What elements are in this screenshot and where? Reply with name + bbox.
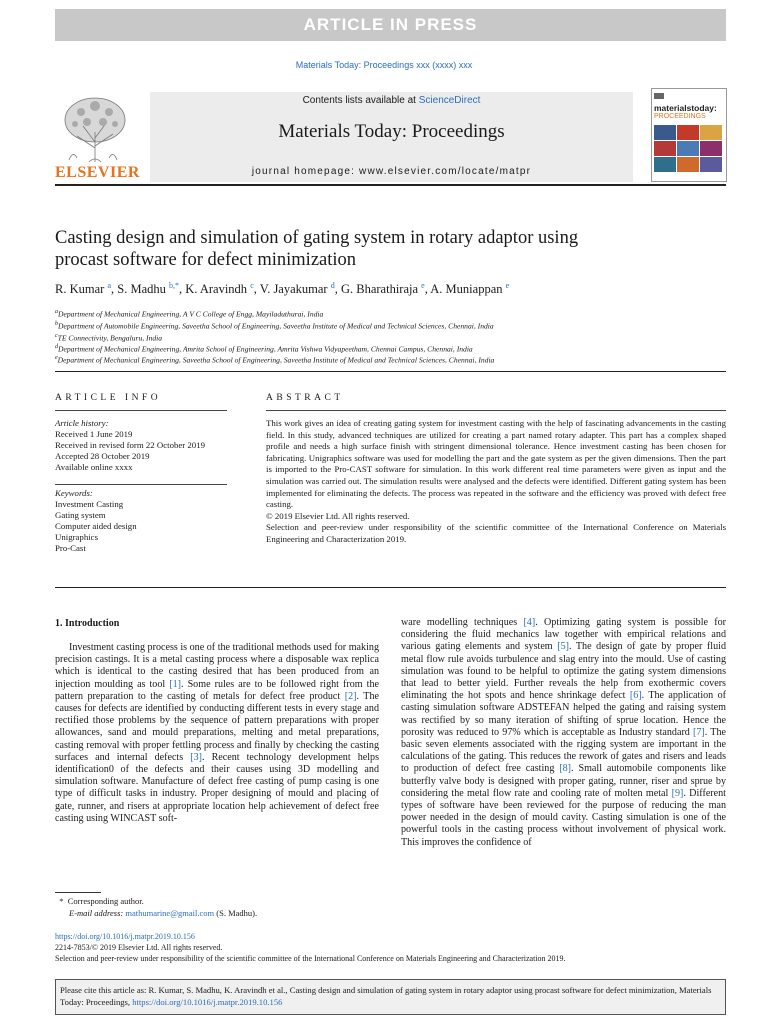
paper-title-line1: Casting design and simulation of gating system in rotary adaptor using xyxy=(55,228,579,248)
doi-link[interactable]: https://doi.org/10.1016/j.matpr.2019.10.156 xyxy=(55,932,195,941)
cover-title-line2: PROCEEDINGS xyxy=(654,113,706,120)
affiliation: $^b$Department of Automobile Engineering, Saveetha School of Engineering, Saveetha Institute of Medical and Technical Sciences, Chennai, India xyxy=(55,321,494,331)
email-link[interactable]: mathumarine@gmail.com xyxy=(125,907,215,918)
author-list: R. Kumar $^a$, S. Madhu $^{b,*}$, K. Aravindh $^c$, V. Jayakumar $^d$, G. Bharathiraja $^e$, A. Muniappan $^e$ xyxy=(55,281,510,297)
abstract-heading: ABSTRACT xyxy=(266,393,344,403)
abstract-copyright: © 2019 Elsevier Ltd. All rights reserved. xyxy=(266,510,410,521)
footnote: * Corresponding author. E-mail address: mathumarine@gmail.com (S. Madhu). xyxy=(55,896,258,918)
header-divider xyxy=(55,184,726,186)
citation-box xyxy=(55,979,726,1015)
section-divider xyxy=(55,371,726,372)
cover-title-line1: materialstoday: xyxy=(654,103,717,113)
corresponding-author-note: Corresponding author. xyxy=(67,896,144,906)
citation-doi-link[interactable]: https://doi.org/10.1016/j.matpr.2019.10.156 xyxy=(132,997,283,1007)
cover-top-icon xyxy=(654,93,664,99)
citation-link[interactable]: [7] xyxy=(693,726,705,738)
body-column-right: ware modelling techniques [4]. Optimizing gating system is possible for considering the fluid mechanics law together with empirical relations and various gating elements and system [5]. The design of gate by proper fluid metal flow rule avoids turbulence and slag entry into the mould. Use of casting simulation was found to be helpful to optimize the gating system dimensions that lead to better yield. Further reveals the help from exothermic covers eliminating the hot spots and hence shrinkage defect [6]. The application of casting simulation software ADSTEFAN helped the gating and raising system was rectified by so many iteration of shifting of sprue location. Hence the porosity was reduced to 97% which is acceptable as Industry standard [7]. The basic seven elements associated with the rigging system are important in the calculations of the gating. This reduces the rework of gates and risers and leads to production of defect free casting [8]. Small automobile components like butterfly valve body is designed with proper gating, runner, riser and sprue by considering the metal flow rate and cooling rate of molten metal [9]. Different types of software have been reviewed for the purpose of reducing the man power needed in the design of mould cavity. Casting simulation is one of the powerful tools in the casting process without involvement of physical work. This improves the confidence of xyxy=(401,617,727,848)
author[interactable]: R. Kumar $^a$ xyxy=(55,281,111,297)
abstract-divider xyxy=(266,410,726,411)
journal-reference-link[interactable]: Materials Today: Proceedings xxx (xxxx) xxx xyxy=(295,60,473,70)
citation-text: Please cite this article as: R. Kumar, S. Madhu, K. Aravindh et al., Casting design and simulation of gating system in rotary adaptor using procast software for defect minimization, Materials Today: Proceedings, xyxy=(60,985,712,1007)
revised-date: Received in revised form 22 October 2019 xyxy=(55,440,205,450)
author[interactable]: G. Bharathiraja $^e$ xyxy=(340,281,425,297)
journal-title[interactable]: Materials Today: Proceedings xyxy=(278,121,505,142)
affiliation: $^d$Department of Mechanical Engineering, Amrita School of Engineering, Amrita Vishwa Vidyapeetham, Chennai Campus, Chennai, India xyxy=(55,344,473,354)
footnote-divider xyxy=(55,892,101,893)
keyword: Unigraphics xyxy=(55,532,98,542)
keyword: Gating system xyxy=(55,510,106,520)
citation-link[interactable]: [4] xyxy=(523,617,536,628)
issn-line: 2214-7853/© 2019 Elsevier Ltd. All rights reserved. xyxy=(55,943,223,952)
body-column-left: Investment casting process is one of the traditional methods used for making precision castings. It is a metal casting process where a disposable wax replica which is identical to the casting desired that has been produced from an injection moulding as tool [1]. Some rules are to be followed right from the pattern preparation to the casting of metals for defect free product [2]. The causes for defects are identified by conducting different tests in every stage and rectified those problems by the sequence of pattern preparations with proper allowances, sand and mould preparations, melting and metal preparations, casting removal with proper fettling process and finally by checking the casting surfaces and internal defects [3]. Recent technology development helps identification0 of the defects and their causes using 3D modelling and simulation software. Manufacture of defect free casting of pump casing is one type of difficult tasks in industry. Proper designing of mould and placing of gate, runner, and risers at appropriate location help achievement of defect free casting using WINCAST soft- xyxy=(55,642,379,824)
citation-link[interactable]: [6] xyxy=(629,690,642,702)
keyword: Computer aided design xyxy=(55,521,137,531)
citation-link[interactable]: [1] xyxy=(169,678,182,690)
section-heading-introduction: 1. Introduction xyxy=(55,618,120,629)
citation-link[interactable]: [9] xyxy=(671,787,684,799)
article-in-press-banner: ARTICLE IN PRESS xyxy=(55,9,726,41)
citation-link[interactable]: [5] xyxy=(557,641,569,653)
elsevier-wordmark[interactable]: ELSEVIER xyxy=(55,164,140,181)
history-label: Article history: xyxy=(55,418,109,428)
email-label: E-mail address: xyxy=(69,907,126,918)
contents-line xyxy=(150,95,633,106)
keyword: Pro-Cast xyxy=(55,543,86,553)
keyword: Investment Casting xyxy=(55,499,124,509)
paper-title xyxy=(55,227,675,271)
citation-link[interactable]: [3] xyxy=(190,751,202,763)
received-date: Received 1 June 2019 xyxy=(55,429,133,439)
peer-review-note: Selection and peer-review under responsibility of the scientific committee of the International Conference on Materials Engineering and Characterization 2019. xyxy=(55,954,566,963)
abstract-body: This work gives an idea of creating gating system for investment casting with the help of fascinating advancements in the casting field. In this study, advanced techniques are utilized for creating a part named rotary adapter. This part has a complex shaped profile and needs a high surface finish with stringent dimensional tolerance. Hence investment casting has been chosen for fabricating. Unigraphics software was used for modelling the part and the gate system as per the given dimensions. Then the part is imported to the Pro-CAST software for simulation. In this work different real time parameters were given as input and the simulation was carried out. The simulation results were analysed and the defects were identified. Different gating system has been implemented for eliminating the defects. The process was repeated in the software and the efficiency was proved with defect free casting. xyxy=(266,418,726,510)
affiliation: $^e$Department of Mechanical Engineering, Saveetha School of Engineering, Saveetha Institute of Medical and Technical Sciences, Chennai, India xyxy=(55,355,495,365)
abstract-text xyxy=(266,418,726,546)
body-divider xyxy=(55,587,726,588)
journal-homepage[interactable]: journal homepage: www.elsevier.com/locate/matpr xyxy=(251,166,532,177)
author[interactable]: S. Madhu $^{b,*}$ xyxy=(117,281,179,297)
affiliation: $^a$Department of Mechanical Engineering, A V C College of Engg, Mayiladuthurai, India xyxy=(55,309,324,319)
author[interactable]: V. Jayakumar $^d$ xyxy=(259,281,335,297)
affiliation: $^c$TE Connectivity, Bengaluru, India xyxy=(55,333,163,343)
article-info-heading: ARTICLE INFO xyxy=(55,393,162,403)
journal-cover-thumbnail[interactable] xyxy=(651,88,727,182)
sciencedirect-link[interactable]: ScienceDirect xyxy=(418,95,481,106)
article-history xyxy=(55,418,245,473)
contents-prefix: Contents lists available at xyxy=(302,95,419,106)
citation-link[interactable]: [2] xyxy=(344,690,357,702)
keywords-label: Keywords: xyxy=(55,488,93,498)
paper-title-line2: procast software for defect minimization xyxy=(55,250,357,270)
author[interactable]: A. Muniappan $^e$ xyxy=(430,281,510,297)
cover-image-grid xyxy=(654,125,722,173)
keywords-divider xyxy=(55,484,227,485)
citation-link[interactable]: [8] xyxy=(559,763,572,775)
article-info-divider xyxy=(55,410,227,411)
author[interactable]: K. Aravindh $^c$ xyxy=(185,281,254,297)
abstract-selection: Selection and peer-review under responsibility of the scientific committee of the International Conference on Materials Engineering and Characterization 2019. xyxy=(266,522,726,544)
accepted-date: Accepted 28 October 2019 xyxy=(55,451,150,461)
online-date: Available online xxxx xyxy=(55,462,133,472)
keywords-block xyxy=(55,488,245,554)
